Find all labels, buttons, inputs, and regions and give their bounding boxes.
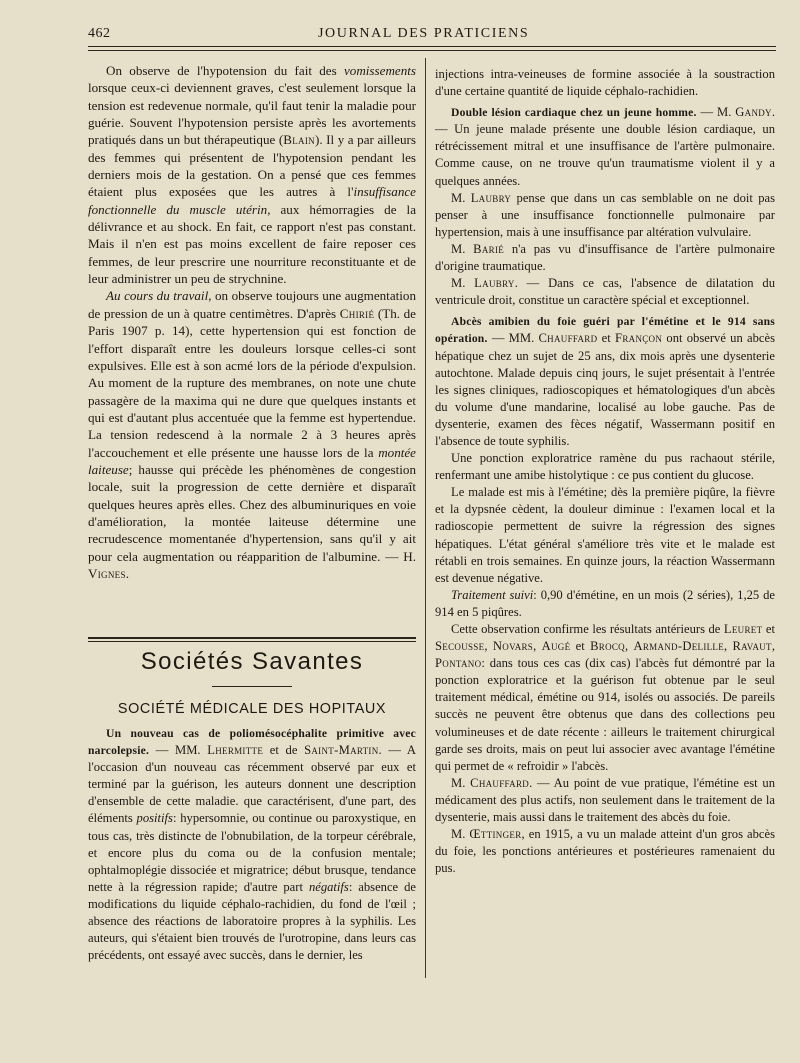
text-run: pense que dans un cas semblable on ne doit pas penser à une insuffisance fonctionnelle pulmonaire par hypertension, mais à une insuffisance par altération vulvulaire. xyxy=(435,190,775,239)
text-run: , xyxy=(484,639,493,654)
text-run: n'a pas vu d'insuffisance de l'artère pulmonaire d'origine traumatique. xyxy=(435,241,775,274)
text-run: : 0,90 d'émétine, en un mois (2 séries), 1,25 de 914 en 5 piqûres. xyxy=(435,587,775,619)
text-run: , xyxy=(771,639,776,654)
text-run: Barié xyxy=(473,241,505,256)
text-run: Œttinger xyxy=(469,827,522,842)
text-run: Vignes xyxy=(88,565,126,581)
text-run: ont observé un abcès hépatique chez un sujet de 25 ans, dix mois après une dysenterie autochtone. Malade depuis cinq jours, le sujet présentait à l'entrée les signes cliniques, radioscopiques et hématologiques d'un abcès du volume d'une mandarine, localisé au lobe gauche. Pas de dysenterie, examen des fèces négatif, Wassermann positif en l'absence de toute syphilis. xyxy=(435,331,775,448)
text-run: négatifs xyxy=(308,879,349,894)
section-rule-thick xyxy=(88,637,416,639)
text-run: , xyxy=(624,639,634,654)
paragraph-abces-amibien xyxy=(435,313,775,450)
text-run: ; hausse qui précède les phénomènes de congestion locale, suit la progression de cette dernière et disparaît quelques heures après elles. Chez des albuminuriques en voie d'amélioration, la montée laiteuse détermine une recrudescence momentanée d'hypertension, sans qu'il y ait pour cela augmentation ou réapparition de l'albumine. — H. xyxy=(88,461,416,564)
text-run: M. xyxy=(451,241,474,256)
text-run: Abcès amibien du foie guéri par l'émétine et le 914 sans opération. xyxy=(435,315,775,346)
paragraph-poliomesocephalite xyxy=(88,725,416,964)
text-run: Un nouveau cas de poliomésocéphalite primitive avec narcolepsie. xyxy=(88,727,416,758)
text-run: Armand-Delille xyxy=(633,639,725,654)
text-run: . — Au point de vue pratique, l'émétine est un médicament des plus actifs, non seulement dans le traitement de la dysenterie, mais aussi dans le traitement des abcès du foie. xyxy=(435,775,776,825)
paragraph-travail xyxy=(88,287,416,582)
paragraph-oettinger xyxy=(435,826,775,877)
paragraph-double-lesion xyxy=(435,104,775,189)
text-run: Chirié xyxy=(339,305,375,321)
text-run: Leuret xyxy=(723,622,763,636)
text-run: : absence de modifications du liquide céphalo-rachidien, du fond de l'œil ; absence des réactions de laboratoire propres à la syphilis. Les auteurs, qui s'étaient bien trouvés de l'urotropine, dans leurs cas précédents, ont essayé avec succès, dans le dernier, les xyxy=(88,879,416,963)
left-column-upper xyxy=(88,62,416,582)
paragraph-hypotension xyxy=(88,62,416,287)
text-run: . xyxy=(125,565,130,581)
text-run: . — A l'occasion d'un nouveau cas récemment observé par eux et terminé par la guérison, les auteurs donnent une description d'ensemble de cette maladie. que caractérisent, d'une part, des éléments xyxy=(88,743,416,826)
paragraph-laubry-1 xyxy=(435,190,775,241)
text-run: , xyxy=(724,639,733,654)
section-rule-thin xyxy=(88,641,416,642)
subsection-title: SOCIÉTÉ MÉDICALE DES HOPITAUX xyxy=(117,701,387,717)
left-column-lower xyxy=(88,725,416,964)
text-run: montée laiteuse xyxy=(88,444,416,477)
page-header xyxy=(88,26,776,46)
paragraph-ponction xyxy=(435,450,775,484)
text-run: insuffisance fonctionnelle du muscle utérin xyxy=(88,184,416,217)
journal-title: JOURNAL DES PRATICIENS xyxy=(318,26,530,41)
paragraph-laubry-2 xyxy=(435,275,775,309)
text-run: Saint-Martin xyxy=(304,743,379,758)
paragraph-barie xyxy=(435,241,775,275)
text-run: positifs xyxy=(136,811,173,826)
text-run: Double lésion cardiaque chez un jeune homme. xyxy=(451,106,697,120)
text-run: injections intra-veineuses de formine associée à la soustraction d'une certaine quantité de liquide céphalo-rachidien. xyxy=(435,67,775,99)
text-run: — MM. xyxy=(149,743,208,758)
text-run: Traitement suivi xyxy=(451,587,534,602)
text-run: , on observe toujours une augmentation de pression de un à quatre centimètres. D'après xyxy=(88,288,416,321)
text-run: Secousse xyxy=(435,639,485,654)
text-run: ). Il y a par ailleurs des femmes qui présentent de l'hypotension pendant les derniers mois de la gestation. On a pensé que ces femmes étaient plus exposées que les autres à l' xyxy=(88,132,416,200)
paragraph-chauffard xyxy=(435,775,775,826)
text-run: . — Dans ce cas, l'absence de dilatation du ventricule droit, constitue un caractère spécial et exceptionnel. xyxy=(435,276,775,308)
text-run: : dans tous ces cas (dix cas) l'abcès fut démontré par la ponction exploratrice et la guérison fut obtenue par le seul traitement médical, émétine ou 914, isolés ou associés. De pareils succès ne peuvent être obtenus que dans des collections peu volumineuses et de date récente : ailleurs le traitement chirurgical garde ses droits, mais on peut lui associer avec avantage l'émétine qui permet de « refroidir » l'abcès. xyxy=(435,656,775,773)
text-run: Blain xyxy=(283,132,315,148)
page-number: 462 xyxy=(88,26,111,41)
text-run: , aux hémorragies de la délivrance et au shock. En fait, ce rapport n'est pas constant. Mais il n'en est pas moins excellent de faire reposer ces femmes, de leur prescrire une nourriture reconstituante et de leur administrer un peu de strychnine. xyxy=(88,201,417,287)
text-run: , en 1915, a vu un malade atteint d'un gros abcès du foie, les ponctions antérieures et postérieures ramenaient du pus. xyxy=(435,827,776,876)
text-run: M. xyxy=(451,276,475,291)
paragraph-formine xyxy=(435,66,775,100)
text-run: , xyxy=(533,639,542,654)
text-run: Laubry xyxy=(474,276,515,291)
paragraph-observation xyxy=(435,621,775,775)
text-run: Françon xyxy=(615,331,663,346)
header-rule-thin xyxy=(88,50,776,51)
text-run: Pontano xyxy=(435,656,482,671)
text-run: Gandy xyxy=(735,105,772,120)
text-run: Une ponction exploratrice ramène du pus rachaout stérile, renfermant une amibe histolytique : ce pus contient du glucose. xyxy=(435,451,775,483)
section-title: Sociétés Savantes xyxy=(140,648,364,675)
text-run: Augé xyxy=(541,639,571,654)
paragraph-traitement xyxy=(435,587,775,621)
text-run: et xyxy=(597,331,616,346)
text-run: Cette observation confirme les résultats antérieurs de xyxy=(451,622,724,636)
text-run: M. xyxy=(451,827,470,842)
text-run: — M. xyxy=(696,105,736,120)
text-run: et xyxy=(570,639,591,654)
text-run: Chauffard xyxy=(538,331,598,346)
text-run: Chauffard xyxy=(470,775,530,790)
text-run: Lhermitte xyxy=(207,743,264,758)
right-column xyxy=(435,66,775,877)
text-run: Laubry xyxy=(470,190,512,205)
column-divider xyxy=(425,58,426,978)
text-run: : hypersomnie, ou continue ou paroxystique, en tous cas, très distincte de l'obnubilation, de la torpeur cérébrale, et encore plus du coma ou de la confusion mentale; ophtalmoplégie dissociée et migratrice; début brusque, tendance nette à la régression rapide; d'autre part xyxy=(88,811,416,894)
text-run: lorsque ceux-ci deviennent graves, c'est seulement lorsque la tension est redevenue normale, qu'il faut tenir la maladie pour guérie. Souvent l'hypotension persiste après les avortements pratiqués dans un but thérapeutique ( xyxy=(88,80,416,148)
text-run: M. xyxy=(451,775,471,790)
text-run: Ravaut xyxy=(732,639,772,654)
text-run: et de xyxy=(263,743,305,758)
text-run: Brocq xyxy=(590,639,625,654)
text-run: M. xyxy=(451,190,471,205)
text-run: (Th. de Paris 1907 p. 14), cette hypertension qui est fonction de l'effort disparaît entre les douleurs lorsque celles-ci sont expulsives. Elle est à son acmé lors de la période d'expulsion. Au moment de la rupture des membranes, on note une chute passagère de la maxima qui ne dure que quelques instants et qui est d'autant plus accentuée que la femme est hypertendue. La tension redescend à la normale 2 à 3 heures après l'accouchement et elle présente une hausse lors de la xyxy=(88,305,416,460)
text-run: et xyxy=(762,622,775,636)
text-run: Novars xyxy=(492,639,534,654)
header-rule xyxy=(88,46,776,47)
text-run: . — Un jeune malade présente une double lésion cardiaque, un rétrécissement mitral et une insuffisance de l'artère pulmonaire. Comme cause, on ne trouve qu'un traumatisme violent il y a quelques années. xyxy=(435,105,775,188)
text-run: — MM. xyxy=(487,331,539,346)
text-run: vomissements xyxy=(343,63,416,78)
text-run: On observe de l'hypotension du fait des xyxy=(106,63,344,78)
text-run: Le malade est mis à l'émétine; dès la première piqûre, la fièvre et la dypsnée cèdent, la douleur diminue : l'examen local et la radioscopie permettent de suivre la régression des signes hépatiques. L'état général s'améliore très vite et le malade est rétabli en trois semaines. En quinze jours, la réaction Wassermann est devenue négative. xyxy=(435,485,775,585)
section-title-underline xyxy=(212,686,292,687)
text-run: Au cours du travail xyxy=(106,288,209,304)
paragraph-emetine xyxy=(435,484,775,587)
